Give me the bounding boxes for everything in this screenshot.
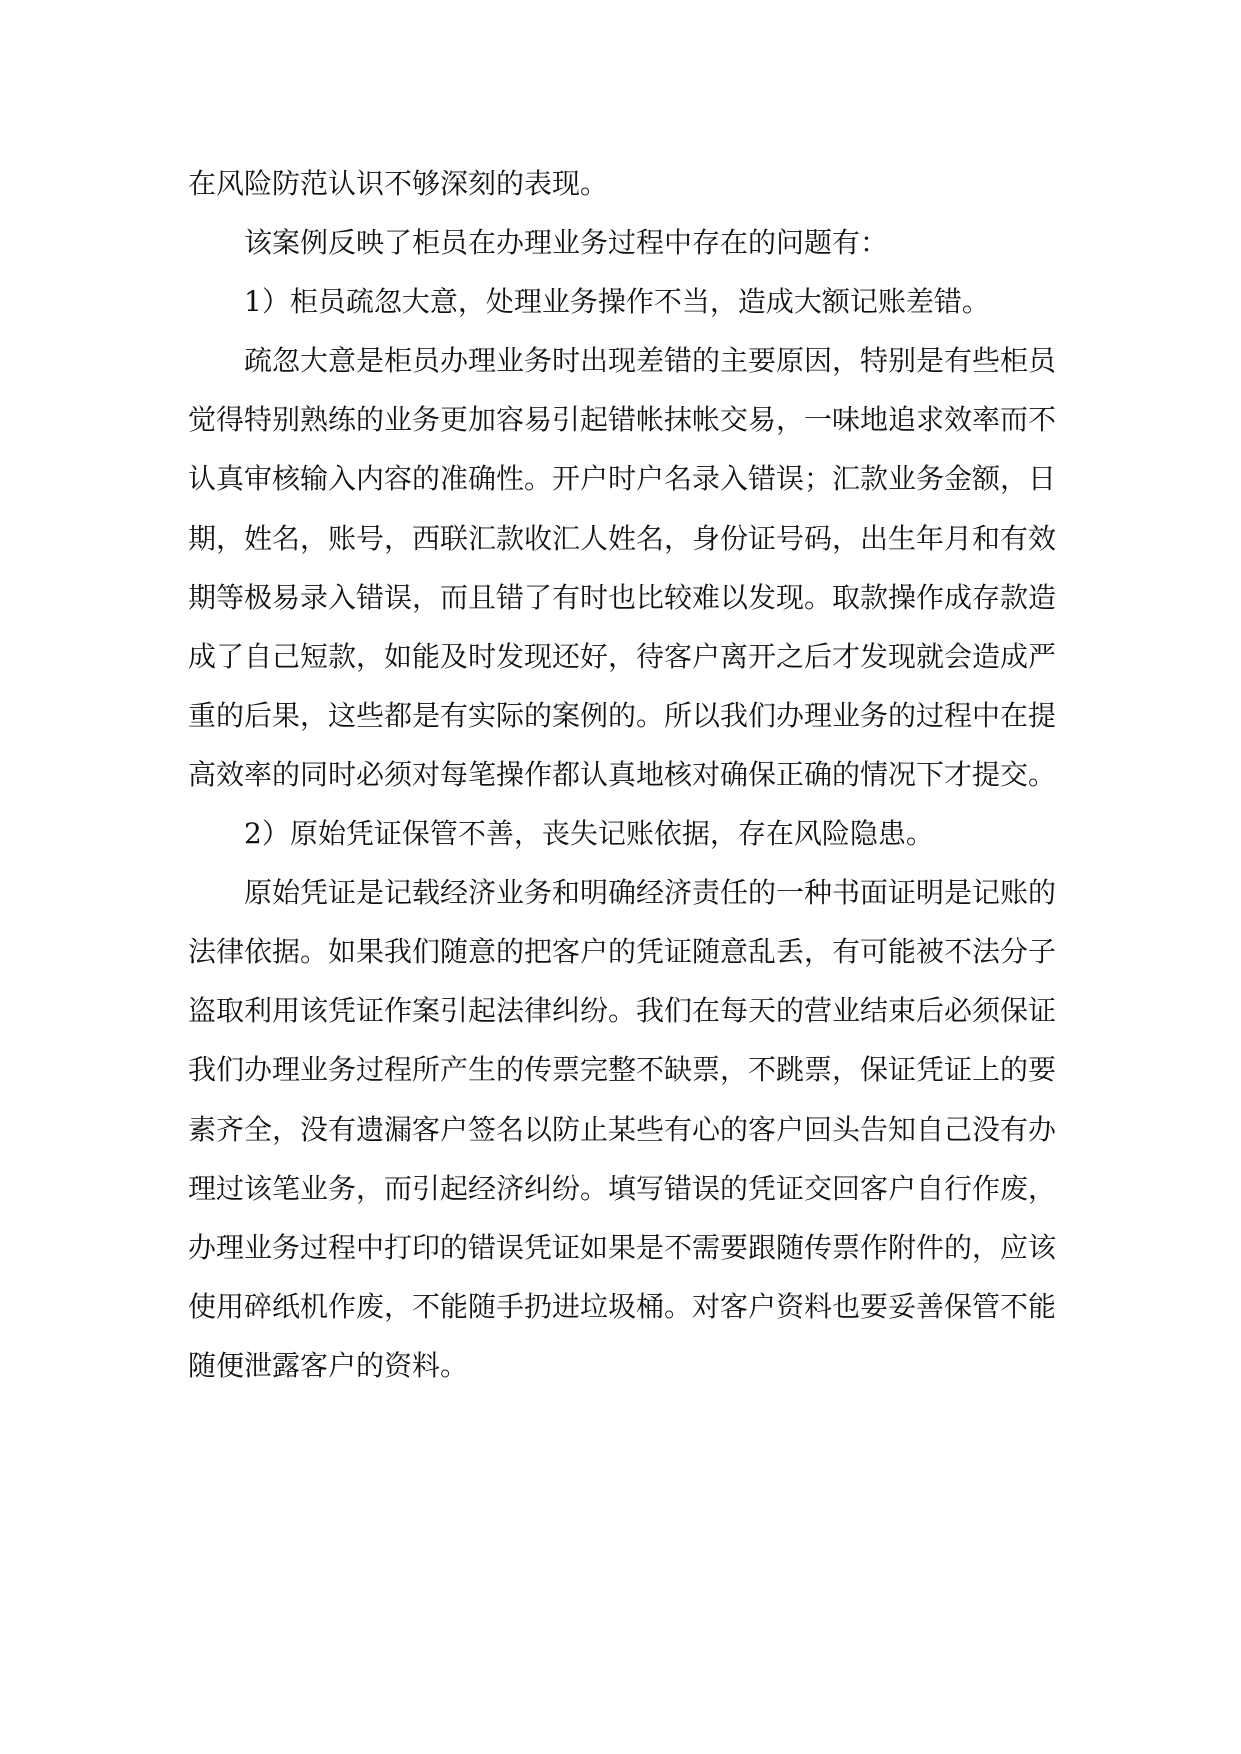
document-body xyxy=(188,154,1056,1395)
paragraph-point-2-heading: 2）原始凭证保管不善，丧失记账依据，存在风险隐患。 xyxy=(244,817,934,851)
paragraph-point-1-heading: 1）柜员疏忽大意，处理业务操作不当，造成大额记账差错。 xyxy=(244,285,990,319)
paragraph-case-issues-intro: 该案例反映了柜员在办理业务过程中存在的问题有： xyxy=(244,226,889,260)
paragraph-continuation: 在风险防范认识不够深刻的表现。 xyxy=(188,167,609,200)
paragraph-point-2-body: 原始凭证是记载经济业务和明确经济责任的一种书面证明是记账的法律依据。如果我们随意的把客户的凭证随意乱丢，有可能被不法分子盗取利用该凭证作案引起法律纠纷。我们在每天的营业结束后必须保证我们办理业务过程所产生的传票完整不缺票，不跳票，保证凭证上的要素齐全，没有遗漏客户签名以防止某些有心的客户回头告知自己没有办理过该笔业务，而引起经济纠纷。填写错误的凭证交回客户自行作废，办理业务过程中打印的错误凭证如果是不需要跟随传票作附件的，应该使用碎纸机作废，不能随手扔进垃圾桶。对客户资料也要妥善保管不能随便泄露客户的资料。 xyxy=(188,876,1057,1382)
paragraph-point-1-body: 疏忽大意是柜员办理业务时出现差错的主要原因，特别是有些柜员觉得特别熟练的业务更加容易引起错帐抹帐交易，一味地追求效率而不认真审核输入内容的准确性。开户时户名录入错误；汇款业务金额，日期，姓名，账号，西联汇款收汇人姓名，身份证号码，出生年月和有效期等极易录入错误，而且错了有时也比较难以发现。取款操作成存款造成了自己短款，如能及时发现还好，待客户离开之后才发现就会造成严重的后果，这些都是有实际的案例的。所以我们办理业务的过程中在提高效率的同时必须对每笔操作都认真地核对确保正确的情况下才提交。 xyxy=(188,344,1057,791)
